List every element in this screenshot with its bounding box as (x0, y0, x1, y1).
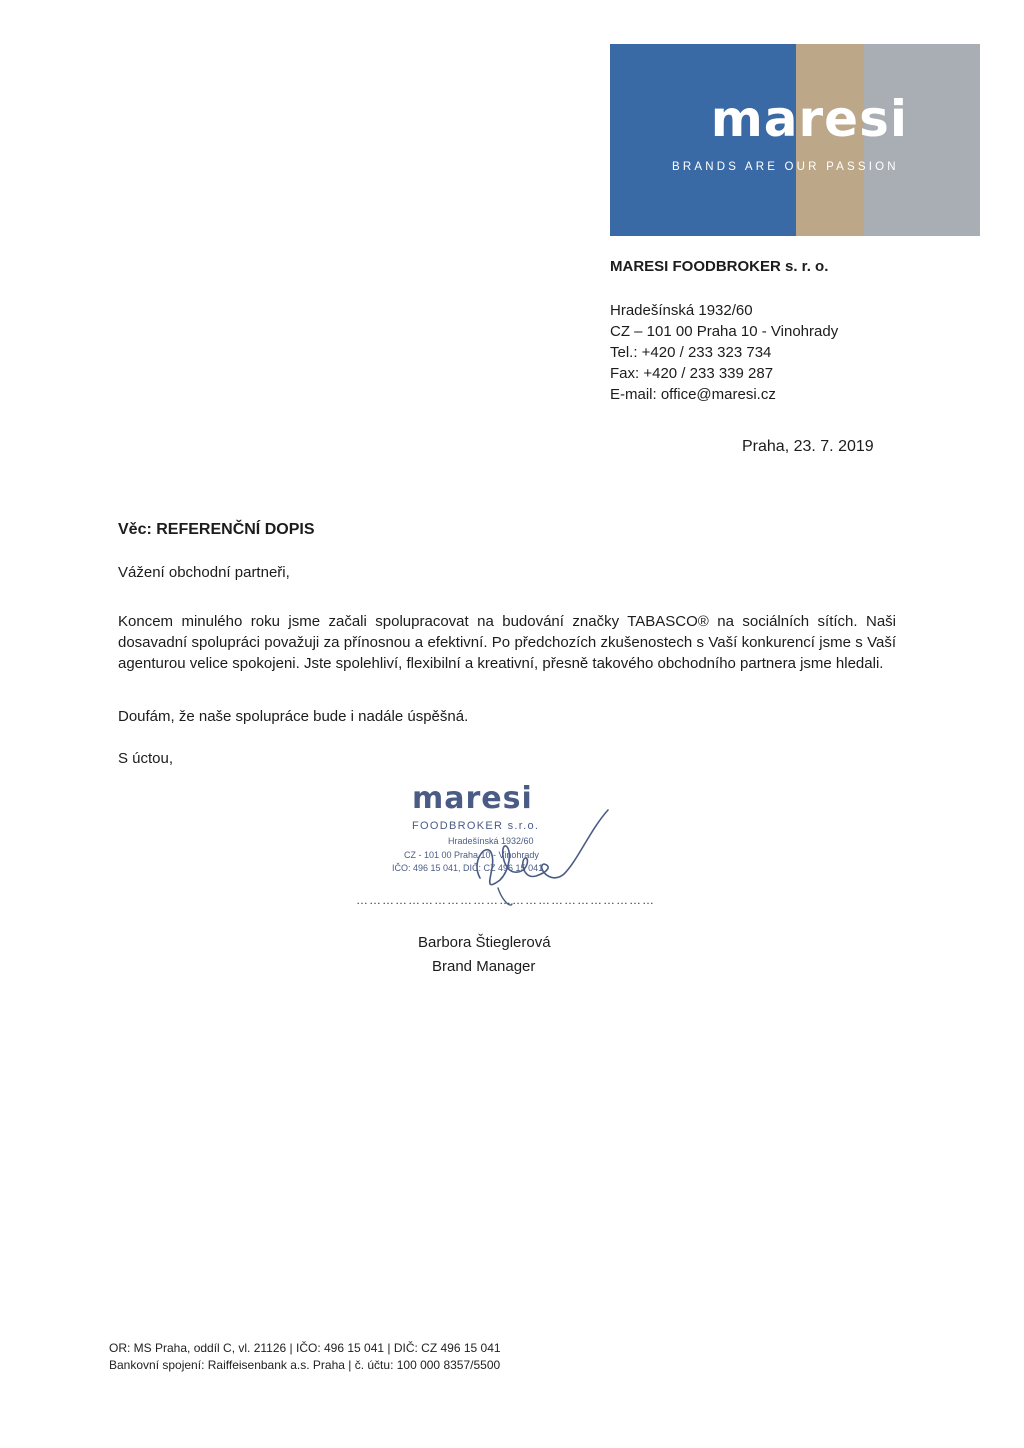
sender-company: MARESI FOODBROKER s. r. o. (610, 258, 829, 275)
letter-closing: S úctou, (118, 750, 174, 767)
stamp-line-ids: IČO: 496 15 041, DIČ: CZ 496 15 041 (392, 863, 544, 873)
address-fax: Fax: +420 / 233 339 287 (610, 365, 774, 382)
stamp-line-street: Hradešínská 1932/60 (448, 836, 534, 846)
logo-wordmark: maresi (710, 90, 908, 148)
letter-salutation: Vážení obchodní partneři, (118, 564, 290, 581)
signature-line: …………………………………………………………… (356, 893, 655, 907)
address-email: E-mail: office@maresi.cz (610, 386, 776, 403)
stamp-line-city: CZ - 101 00 Praha 10 - Vinohrady (404, 850, 539, 860)
footer-bank: Bankovní spojení: Raiffeisenbank a.s. Praha | č. účtu: 100 000 8357/5500 (109, 1358, 501, 1372)
signer-name: Barbora Štieglerová (418, 934, 551, 951)
letter-date: Praha, 23. 7. 2019 (742, 438, 874, 455)
sender-address (610, 300, 838, 405)
signer-title: Brand Manager (432, 958, 536, 975)
address-phone: Tel.: +420 / 233 323 734 (610, 344, 772, 361)
company-logo (610, 44, 980, 236)
footer-registration: OR: MS Praha, oddíl C, vl. 21126 | IČO: 496 15 041 | DIČ: CZ 496 15 041 (109, 1341, 501, 1355)
page-footer (109, 1340, 501, 1374)
logo-tagline: BRANDS ARE OUR PASSION (672, 161, 899, 173)
address-street: Hradešínská 1932/60 (610, 302, 753, 319)
letter-hope: Doufám, že naše spolupráce bude i nadále úspěšná. (118, 708, 469, 725)
address-city: CZ – 101 00 Praha 10 - Vinohrady (610, 323, 839, 340)
stamp-subtitle: FOODBROKER s.r.o. (412, 820, 540, 832)
stamp-wordmark: maresi (412, 781, 533, 816)
letter-paragraph: Koncem minulého roku jsme začali spolupracovat na budování značky TABASCO® na sociálních sítích. Naši dosavadní spolupráci považuji za přínosnou a efektivní. Po předchozích zkušenostech s Vaší konkurencí jsme s Vaší agenturou velice spokojeni. Jste spolehliví, flexibilní a kreativní, přesně takového obchodního partnera jsme hledali. (118, 613, 896, 672)
letter-subject: Věc: REFERENČNÍ DOPIS (118, 521, 315, 538)
